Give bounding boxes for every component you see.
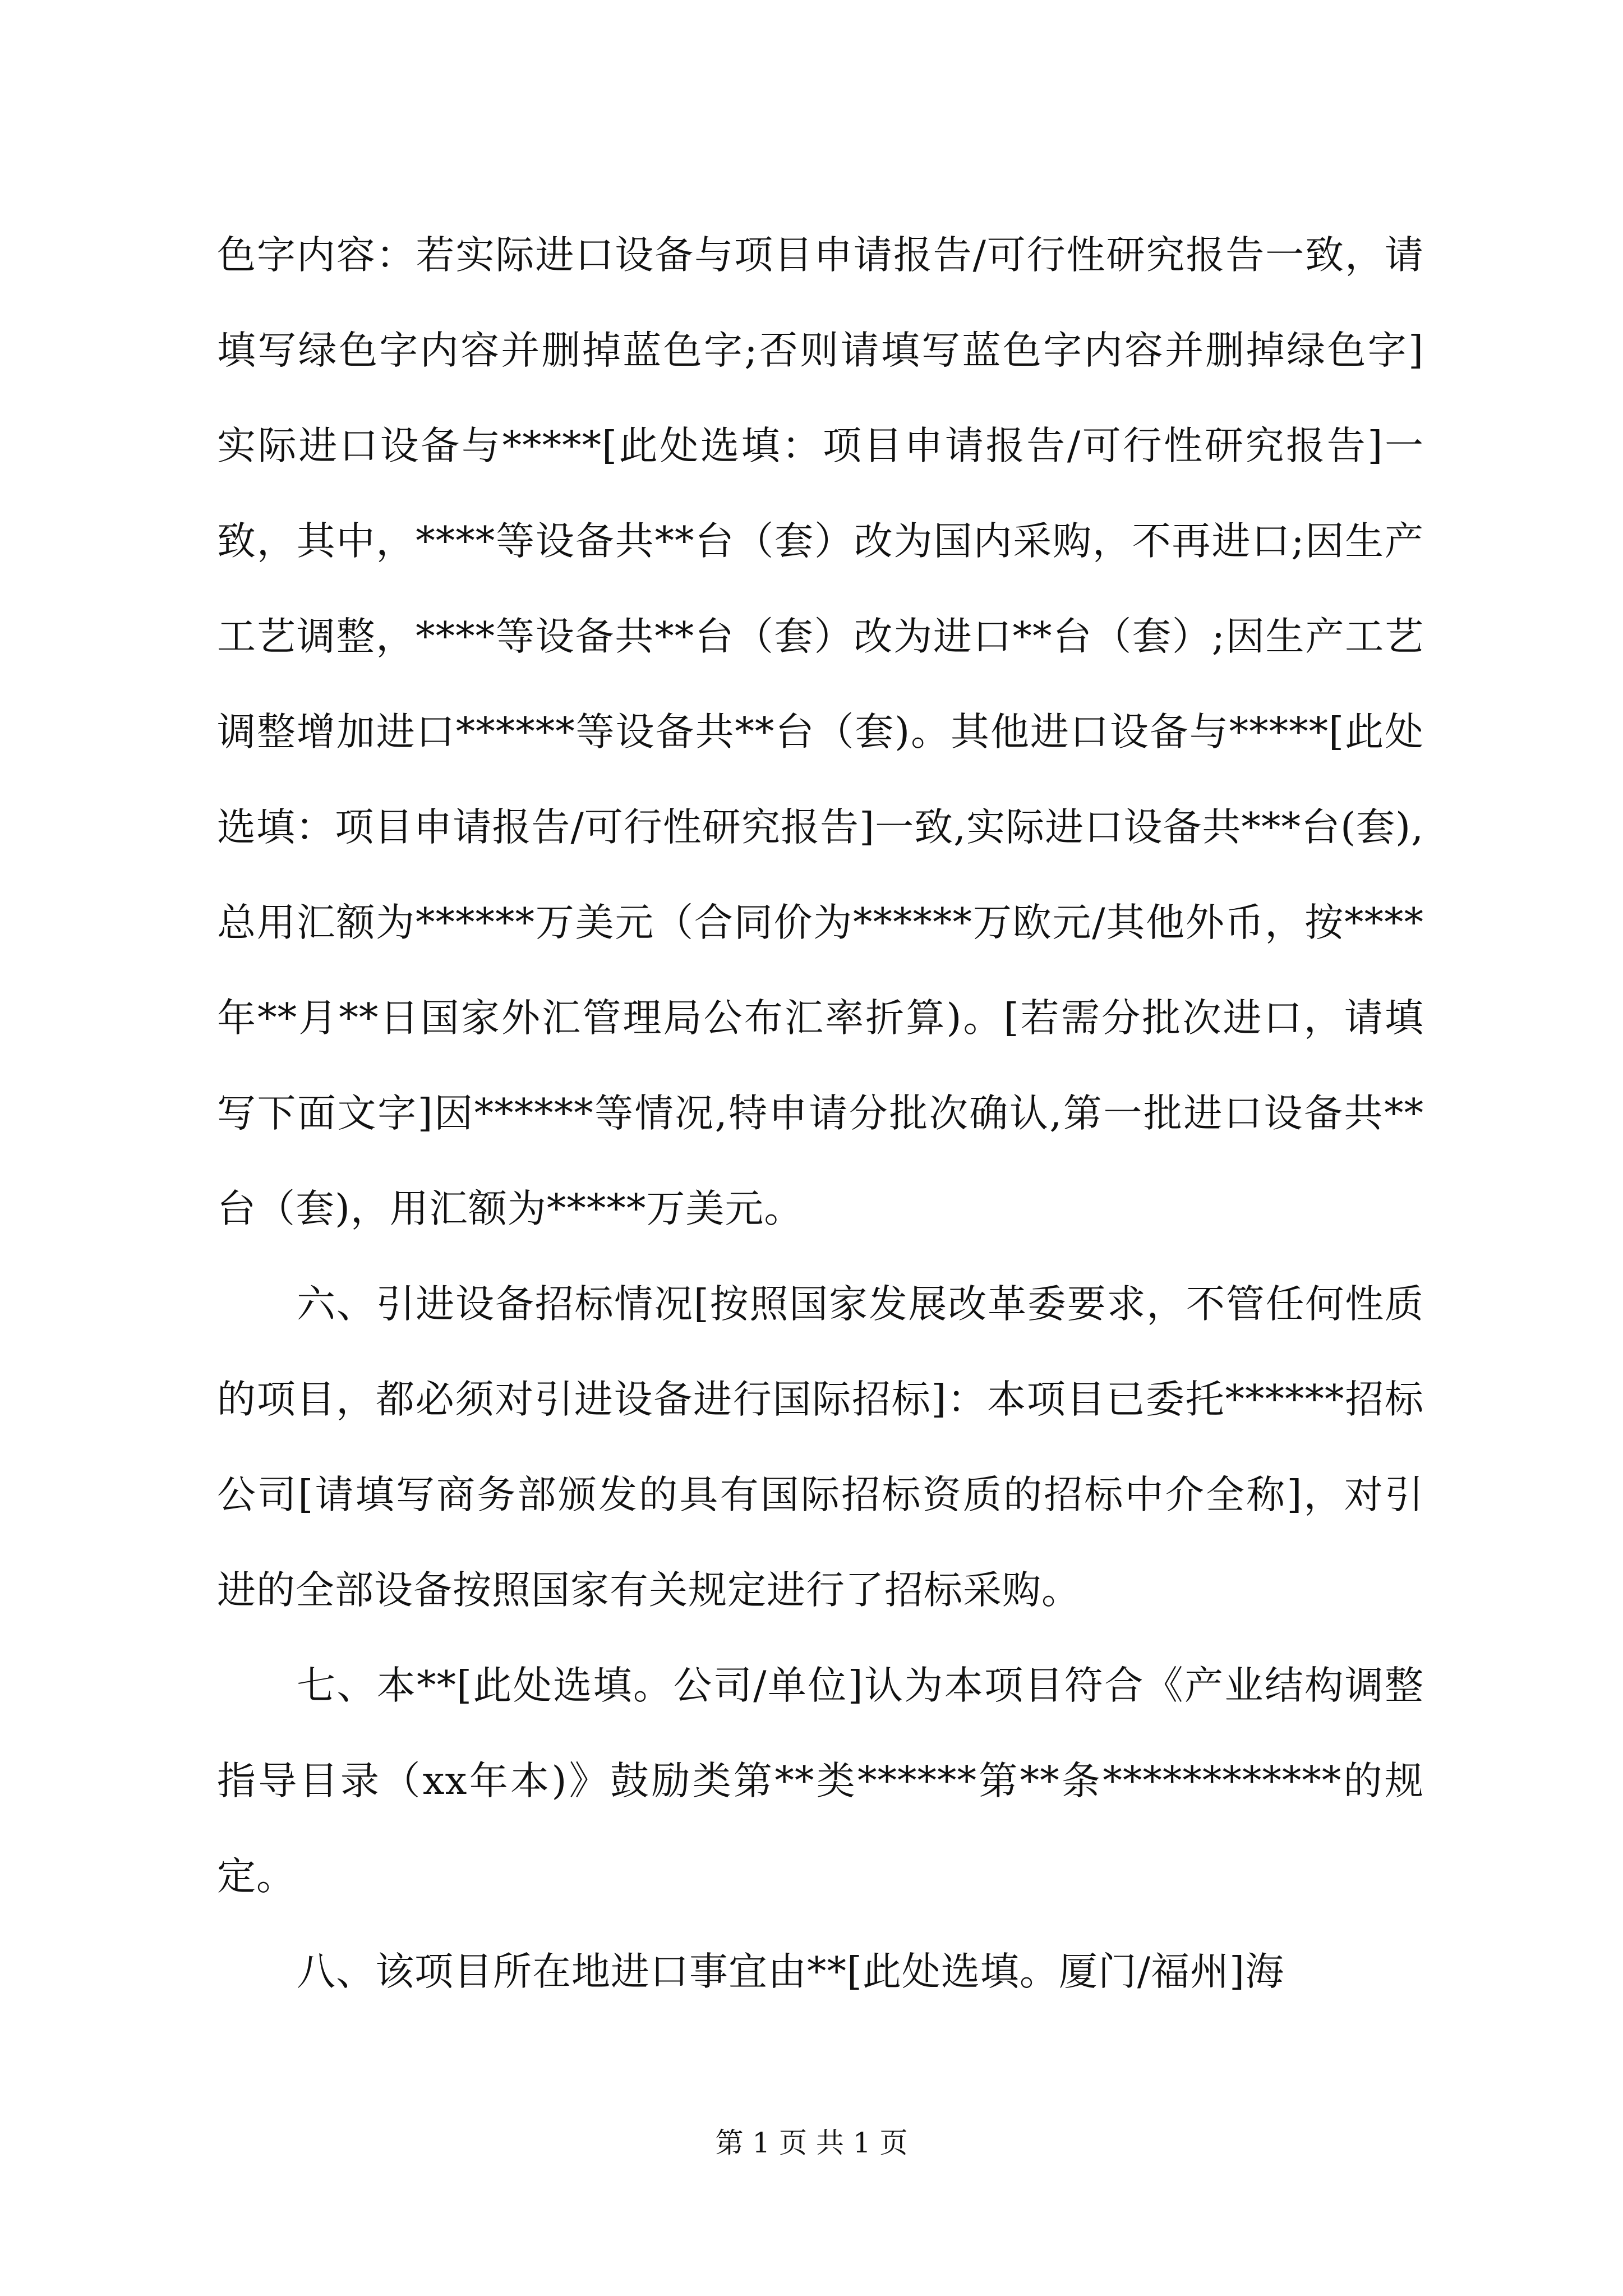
document-body	[217, 208, 1424, 2019]
page-footer: 第 1 页 共 1 页	[715, 2127, 908, 2159]
paragraph-section-6: 六、引进设备招标情况[按照国家发展改革委要求，不管任何性质的项目，都必须对引进设备进行国际招标]：本项目已委托******招标公司[请填写商务部颁发的具有国际招标资质的招标中介全称]，对引进的全部设备按照国家有关规定进行了招标采购。	[217, 1282, 1424, 1613]
paragraph-continuation: 色字内容：若实际进口设备与项目申请报告/可行性研究报告一致，请填写绿色字内容并删掉蓝色字;否则请填写蓝色字内容并删掉绿色字]实际进口设备与*****[此处选填：项目申请报告/可行性研究报告]一致，其中，****等设备共**台（套）改为国内采购，不再进口;因生产工艺调整，****等设备共**台（套）改为进口**台（套）;因生产工艺调整增加进口******等设备共**台（套)。其他进口设备与*****[此处选填：项目申请报告/可行性研究报告]一致,实际进口设备共***台(套),总用汇额为******万美元（合同价为******万欧元/其他外币，按****年**月**日国家外汇管理局公布汇率折算)。[若需分批次进口，请填写下面文字]因******等情况,特申请分批次确认,第一批进口设备共**台（套)，用汇额为*****万美元。	[217, 233, 1424, 1231]
paragraph-section-8: 八、该项目所在地进口事宜由**[此处选填。厦门/福州]海	[297, 1949, 1285, 1994]
paragraph-section-7: 七、本**[此处选填。公司/单位]认为本项目符合《产业结构调整指导目录（xx年本)》鼓励类第**类******第**条************的规定。	[217, 1663, 1424, 1899]
